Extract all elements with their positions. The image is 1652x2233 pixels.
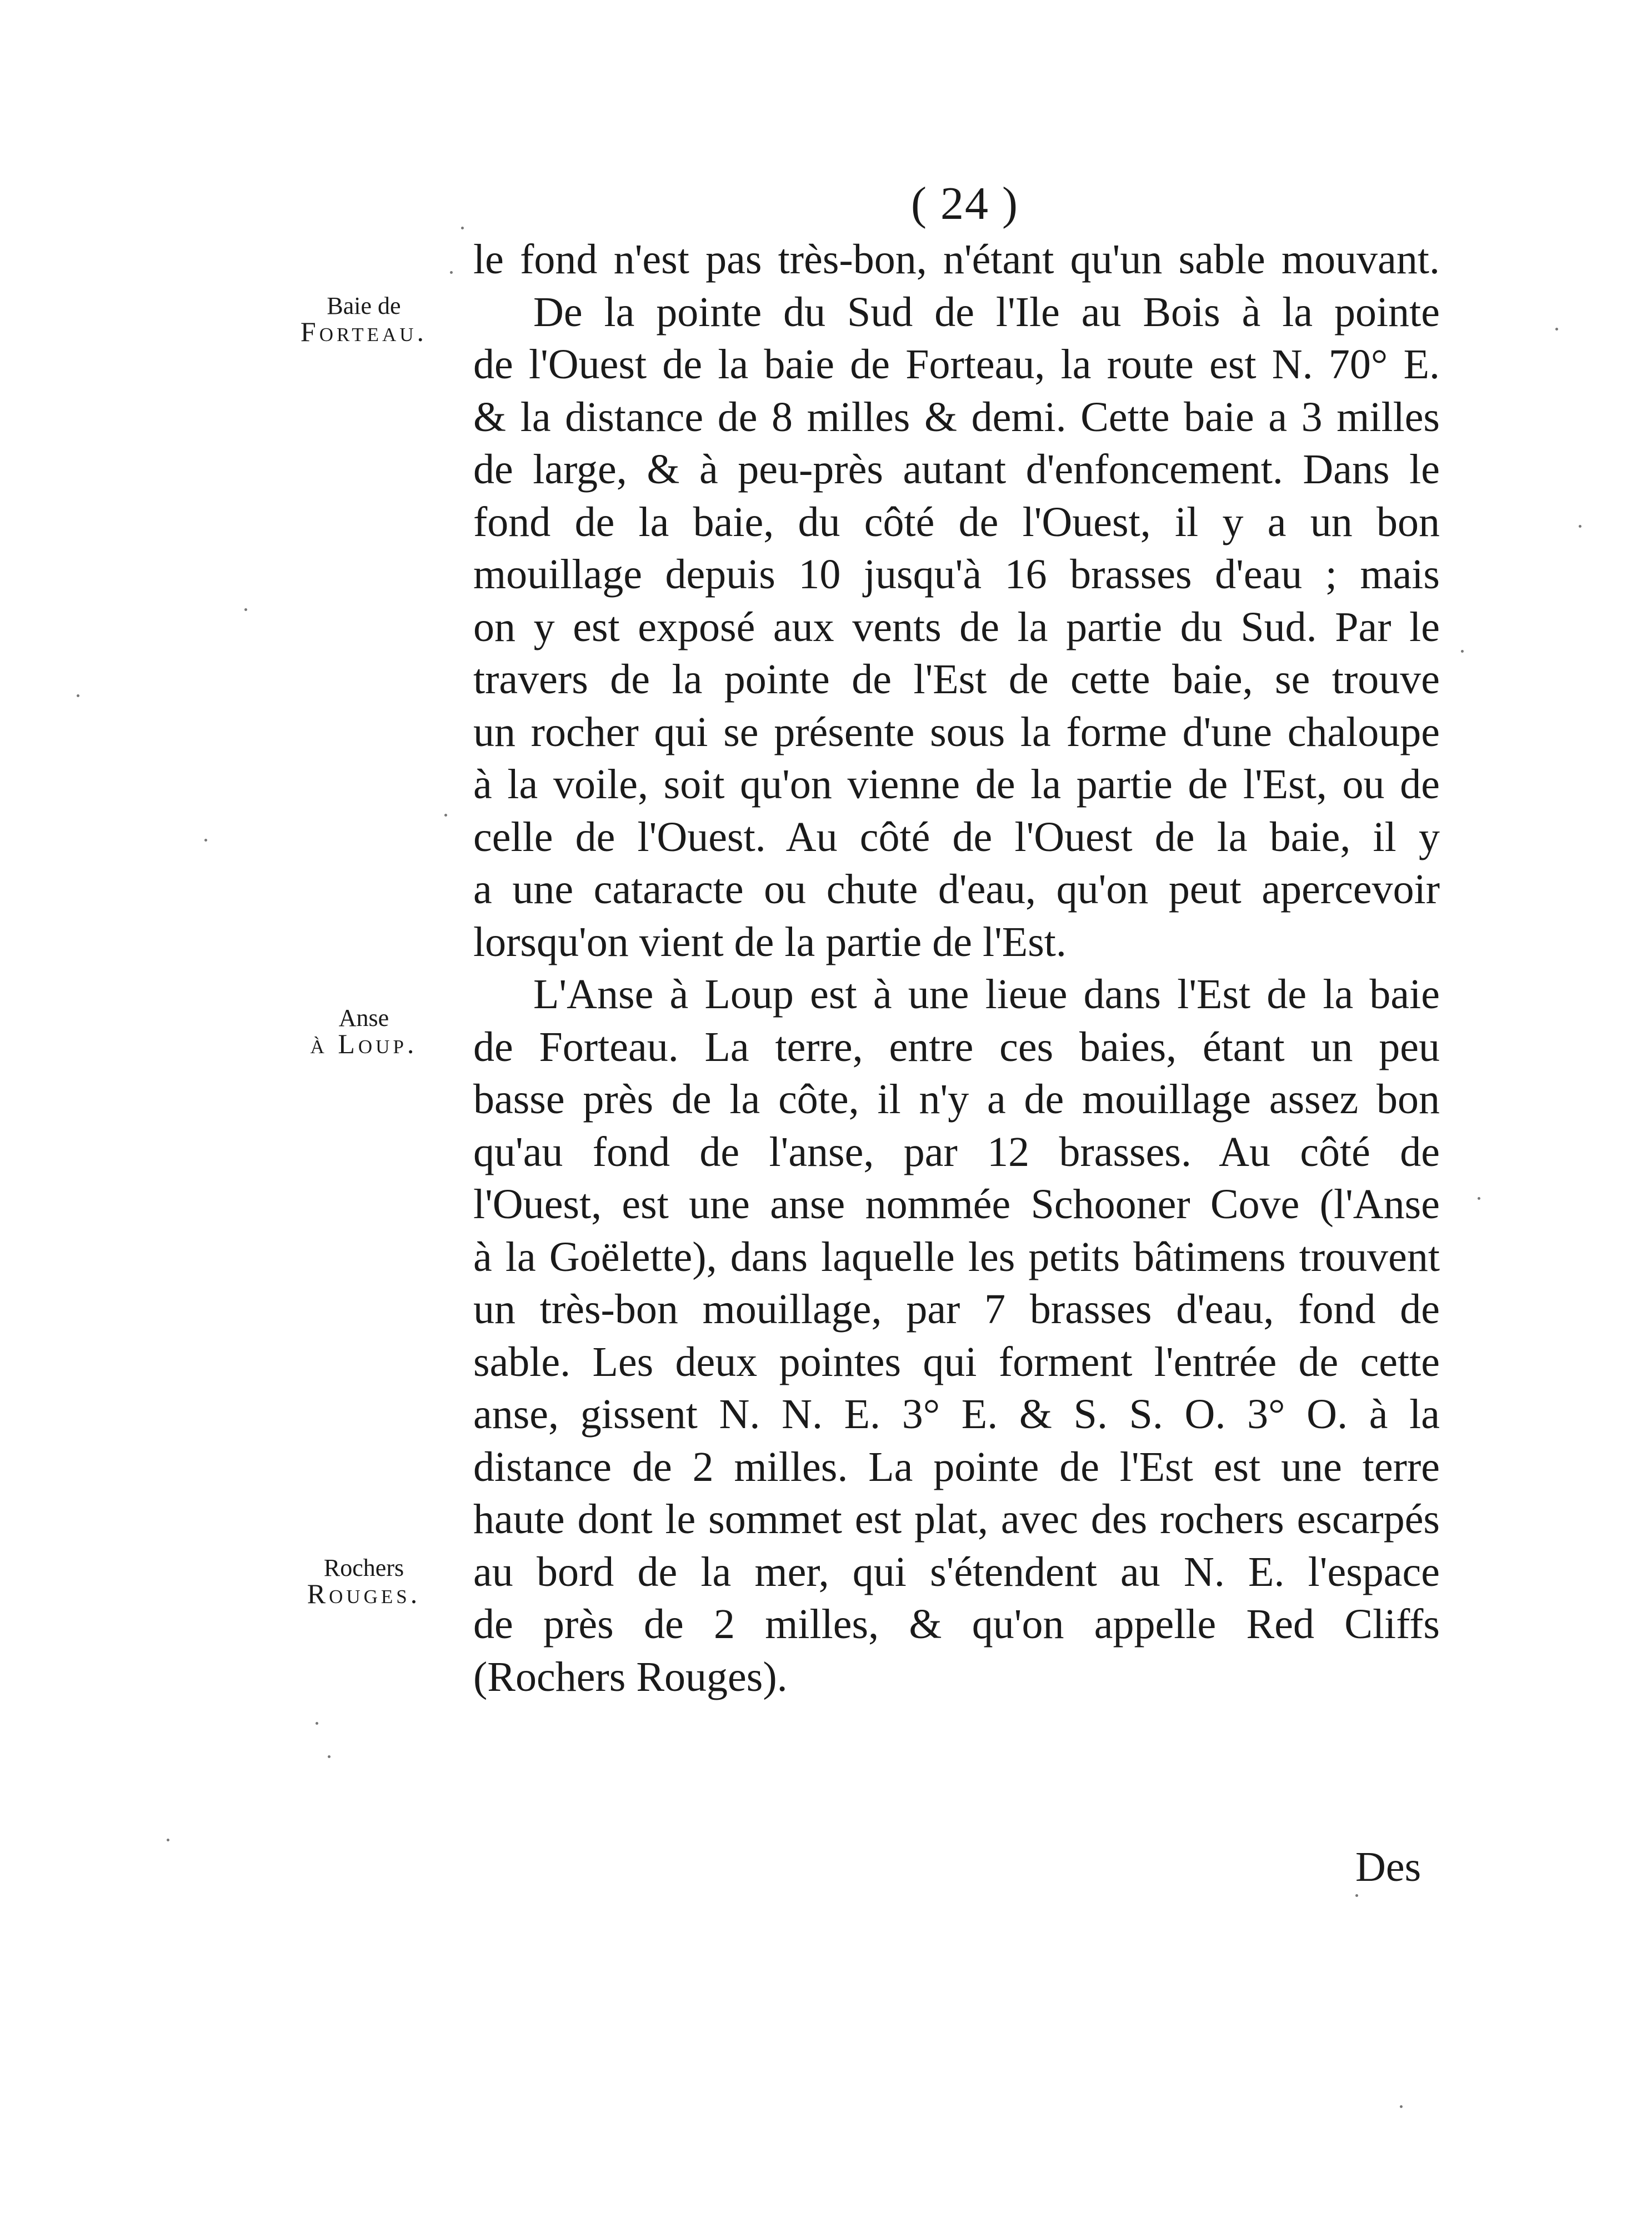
page-number: ( 24 ) — [911, 178, 1019, 229]
text-line: à la voile, soit qu'on vienne de la partie de l'Est, ou de — [473, 761, 1440, 808]
text-line: (Rochers Rouges). — [473, 1653, 788, 1700]
text-line: à la Goëlette), dans laquelle les petits bâtimens trouvent — [473, 1233, 1440, 1280]
margin-note-place: Rouges. — [307, 1578, 421, 1609]
margin-note-anse-a-loup — [289, 1005, 439, 1057]
scan-speck — [1400, 2105, 1403, 2108]
scan-speck — [244, 608, 247, 611]
scan-speck — [461, 227, 464, 229]
scan-speck — [167, 1839, 169, 1841]
text-line: sable. Les deux pointes qui forment l'entrée de cette — [473, 1338, 1440, 1385]
scan-speck — [1579, 525, 1581, 528]
text-line: & la distance de 8 milles & demi. Cette baie a 3 milles — [473, 393, 1440, 440]
text-line: anse, gissent N. N. E. 3° E. & S. S. O. 3° O. à la — [473, 1391, 1440, 1438]
scan-speck — [1355, 1894, 1358, 1897]
margin-note-rochers-rouges — [289, 1554, 439, 1609]
text-line: l'Ouest, est une anse nommée Schooner Cove (l'Anse — [473, 1181, 1440, 1228]
scan-speck — [1461, 650, 1464, 653]
text-line: a une cataracte ou chute d'eau, qu'on peut apercevoir — [473, 866, 1440, 913]
text-line: on y est exposé aux vents de la partie du Sud. Par le — [473, 603, 1440, 650]
margin-note-baie-de-forteau — [289, 292, 439, 347]
text-line: de près de 2 milles, & qu'on appelle Red Cliffs — [473, 1601, 1440, 1648]
text-line: distance de 2 milles. La pointe de l'Est est une terre — [473, 1443, 1440, 1490]
text-line: celle de l'Ouest. Au côté de l'Ouest de la baie, il y — [473, 813, 1440, 860]
body-text — [473, 233, 1440, 1703]
margin-note-place: Forteau. — [300, 316, 428, 347]
text-line: de Forteau. La terre, entre ces baies, étant un peu — [473, 1023, 1440, 1070]
text-line: fond de la baie, du côté de l'Ouest, il y a un bon — [473, 498, 1440, 545]
text-line: haute dont le sommet est plat, avec des rochers escarpés — [473, 1496, 1440, 1543]
scan-speck — [316, 1722, 318, 1725]
margin-note-line: Anse — [338, 1004, 389, 1032]
text-line: lorsqu'on vient de la partie de l'Est. — [473, 918, 1067, 965]
text-line: qu'au fond de l'anse, par 12 brasses. Au côté de — [473, 1128, 1440, 1175]
scan-speck — [204, 839, 207, 842]
text-line: basse près de la côte, il n'y a de mouillage assez bon — [473, 1076, 1440, 1123]
text-line: le fond n'est pas très-bon, n'étant qu'un sable mouvant. — [473, 236, 1440, 283]
text-line: L'Anse à Loup est à une lieue dans l'Est de la baie — [533, 971, 1440, 1018]
scan-speck — [1555, 328, 1558, 331]
margin-note-line: Rochers — [323, 1554, 404, 1581]
text-line: un rocher qui se présente sous la forme d'une chaloupe — [473, 708, 1440, 755]
margin-note-place: à Loup. — [310, 1028, 418, 1059]
scan-speck — [328, 1755, 331, 1758]
text-line: mouillage depuis 10 jusqu'à 16 brasses d'eau ; mais — [473, 551, 1440, 598]
text-line: de large, & à peu-près autant d'enfoncement. Dans le — [473, 446, 1440, 493]
text-line: de l'Ouest de la baie de Forteau, la route est N. 70° E. — [473, 341, 1440, 388]
text-line: De la pointe du Sud de l'Ile au Bois à la pointe — [533, 288, 1440, 336]
text-line: au bord de la mer, qui s'étendent au N. E. l'espace — [473, 1548, 1440, 1595]
scan-speck — [77, 694, 79, 697]
margin-note-line: Baie de — [327, 292, 401, 319]
text-line: travers de la pointe de l'Est de cette baie, se trouve — [473, 656, 1440, 703]
scan-speck — [1478, 1197, 1480, 1200]
scan-speck — [450, 271, 453, 274]
text-line: un très-bon mouillage, par 7 brasses d'eau, fond de — [473, 1286, 1440, 1333]
catchword: Des — [1355, 1844, 1421, 1890]
scan-speck — [444, 814, 447, 817]
